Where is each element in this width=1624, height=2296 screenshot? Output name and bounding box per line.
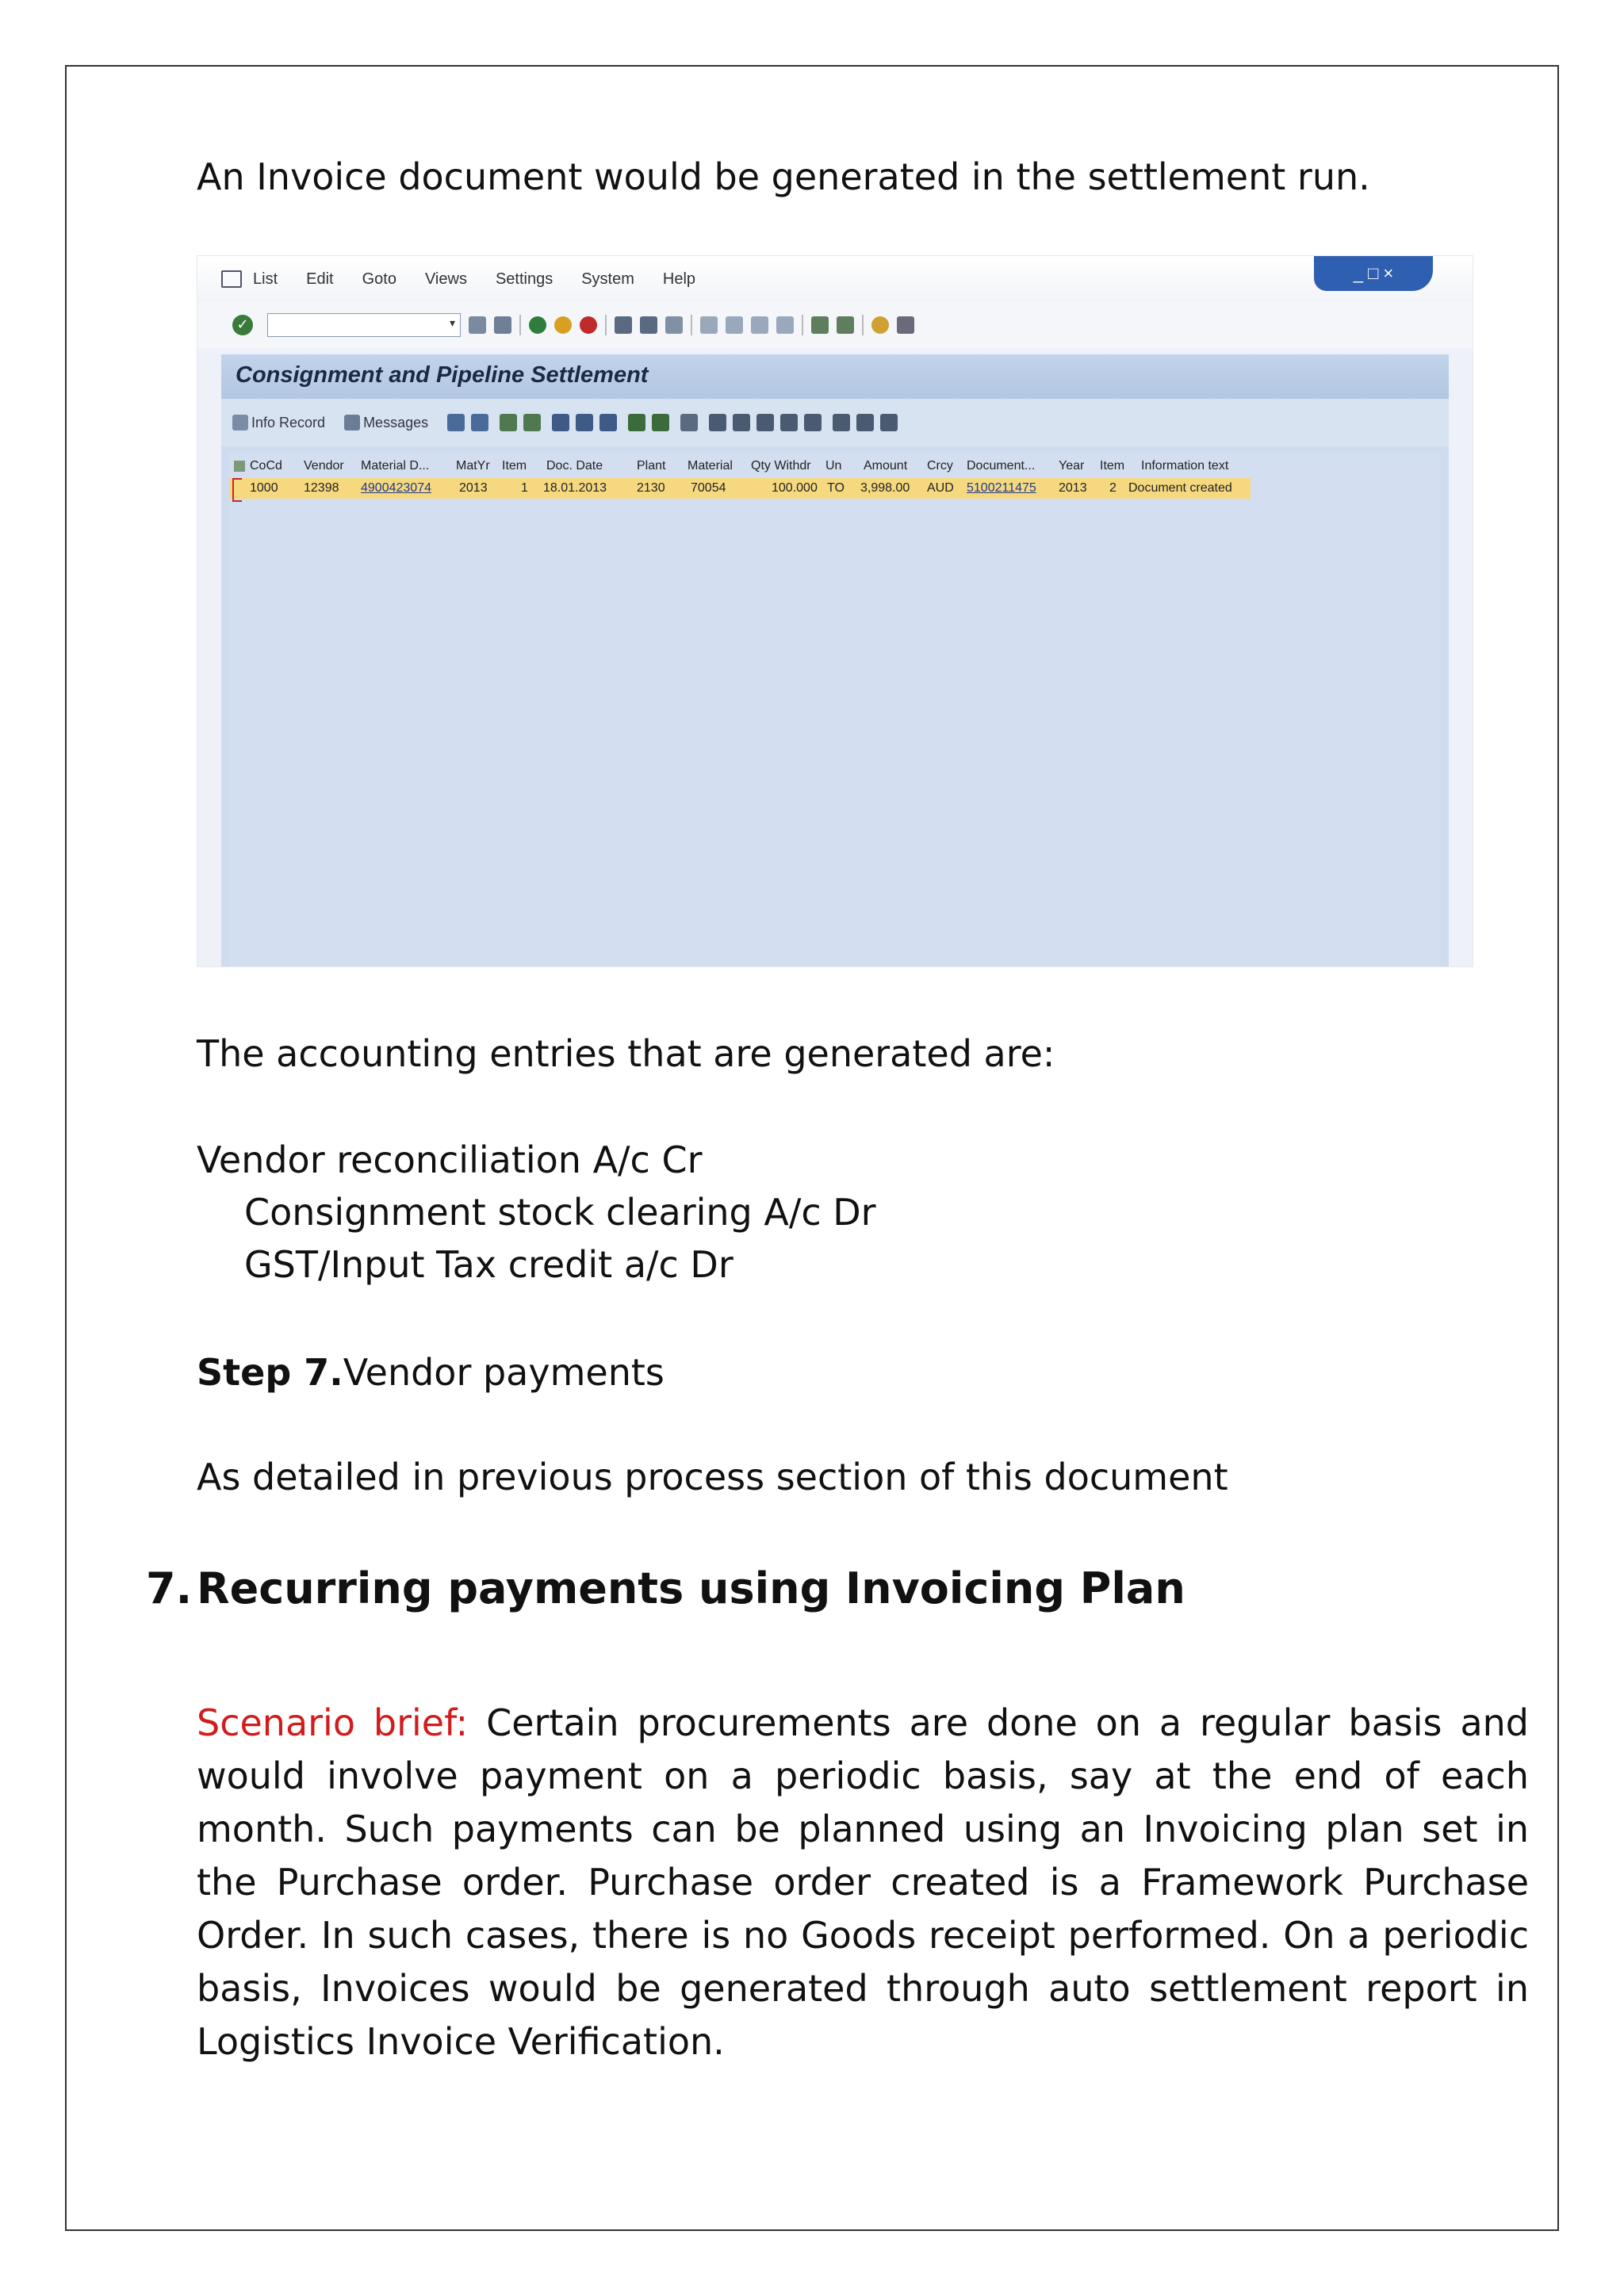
menu-help[interactable]: Help bbox=[662, 270, 696, 288]
intro-text: An Invoice document would be generated in the settlement run. bbox=[197, 155, 1370, 198]
table-row[interactable] bbox=[229, 478, 1251, 499]
table-cell: Document created bbox=[1128, 481, 1232, 495]
import-icon[interactable] bbox=[523, 414, 541, 431]
section-heading bbox=[146, 1563, 1185, 1613]
table-cell: 2013 bbox=[1059, 481, 1087, 495]
refresh-icon[interactable] bbox=[680, 414, 698, 431]
info-record-button[interactable] bbox=[232, 415, 325, 431]
menu-edit[interactable]: Edit bbox=[306, 270, 334, 288]
sum-icon[interactable] bbox=[628, 414, 645, 431]
column-header[interactable]: MatYr bbox=[456, 459, 490, 473]
column-header[interactable]: Qty Withdr bbox=[751, 459, 811, 473]
row-selector[interactable] bbox=[232, 478, 242, 502]
mail-icon[interactable] bbox=[804, 414, 822, 431]
column-header[interactable]: Material D... bbox=[361, 459, 430, 473]
section-number: 7. bbox=[146, 1563, 193, 1613]
accounting-intro: The accounting entries that are generated are: bbox=[197, 1032, 1055, 1075]
title-bar bbox=[221, 354, 1449, 399]
select-layout-icon[interactable] bbox=[856, 414, 874, 431]
messages-button[interactable] bbox=[344, 415, 428, 431]
new-session-icon[interactable] bbox=[811, 316, 829, 334]
toolbar-separator bbox=[802, 315, 803, 335]
table-cell: 3,998.00 bbox=[860, 481, 910, 495]
filter-icon[interactable] bbox=[576, 414, 593, 431]
spreadsheet-icon[interactable] bbox=[733, 414, 750, 431]
layout-icon[interactable] bbox=[897, 316, 914, 334]
previous-page-icon[interactable] bbox=[726, 316, 743, 334]
alv-grid bbox=[229, 453, 1441, 967]
invoice-document-link[interactable]: 5100211475 bbox=[967, 481, 1036, 495]
material-document-link[interactable]: 4900423074 bbox=[361, 481, 431, 495]
application-toolbar bbox=[221, 399, 1449, 446]
menu-list[interactable]: List bbox=[253, 270, 278, 288]
page-title: Consignment and Pipeline Settlement bbox=[236, 362, 649, 388]
table-cell: TO bbox=[827, 481, 845, 495]
menu-icon[interactable] bbox=[221, 270, 242, 288]
find-icon[interactable] bbox=[640, 316, 657, 334]
window-controls[interactable]: _ □ × bbox=[1314, 256, 1433, 291]
toolbar-separator bbox=[862, 315, 864, 335]
content-area bbox=[221, 354, 1449, 967]
column-header[interactable]: Item bbox=[1100, 459, 1125, 473]
table-cell: 1000 bbox=[250, 481, 278, 495]
print-icon[interactable] bbox=[615, 316, 632, 334]
column-header[interactable]: CoCd bbox=[250, 459, 282, 473]
menu-bar bbox=[197, 256, 1473, 302]
table-cell: 2130 bbox=[637, 481, 665, 495]
scenario-text: Certain procurements are done on a regular basis and would involve payment on a periodic basis, say at the end of each month. Such payments can be planned using an Invoicing plan set in the Purchase order. Purchase order created is a Framework Purchase Order. In such cases, there is no Goods receipt performed. On a periodic basis, Invoices would be generated through auto settlement report in Logistics Invoice Verification. bbox=[197, 1701, 1529, 2063]
step-7 bbox=[197, 1346, 665, 1399]
entry-vendor-reconciliation: Vendor reconciliation A/c Cr bbox=[197, 1138, 703, 1181]
export-icon[interactable] bbox=[500, 414, 517, 431]
details-icon[interactable] bbox=[447, 414, 465, 431]
sort-ascending-icon[interactable] bbox=[552, 414, 569, 431]
find-next-icon[interactable] bbox=[665, 316, 683, 334]
chevron-down-icon[interactable]: ▾ bbox=[449, 317, 455, 330]
column-header[interactable]: Crcy bbox=[927, 459, 953, 473]
back-arrow-icon[interactable] bbox=[469, 316, 486, 334]
table-cell: 2013 bbox=[459, 481, 488, 495]
messages-label: Messages bbox=[363, 414, 429, 430]
table-cell: 2 bbox=[1109, 481, 1116, 495]
sap-screenshot bbox=[197, 255, 1473, 967]
toolbar-separator bbox=[691, 315, 692, 335]
table-cell: 70054 bbox=[691, 481, 726, 495]
first-page-icon[interactable] bbox=[700, 316, 718, 334]
next-page-icon[interactable] bbox=[751, 316, 768, 334]
shortcut-icon[interactable] bbox=[837, 316, 854, 334]
enter-icon[interactable]: ✓ bbox=[232, 315, 253, 335]
column-header[interactable]: Doc. Date bbox=[546, 459, 603, 473]
column-header[interactable]: Information text bbox=[1141, 459, 1229, 473]
table-cell: 12398 bbox=[304, 481, 339, 495]
column-header[interactable]: Vendor bbox=[304, 459, 344, 473]
table-cell: 18.01.2013 bbox=[543, 481, 607, 495]
grid-select-icon[interactable] bbox=[234, 461, 245, 472]
step-7-text: Vendor payments bbox=[343, 1351, 665, 1394]
back-icon[interactable] bbox=[529, 316, 546, 334]
command-field[interactable] bbox=[267, 313, 461, 337]
column-header[interactable]: Amount bbox=[864, 459, 908, 473]
step-7-label: Step 7. bbox=[197, 1351, 343, 1394]
standard-toolbar bbox=[197, 302, 1473, 348]
column-header[interactable]: Plant bbox=[637, 459, 666, 473]
change-layout-icon[interactable] bbox=[833, 414, 850, 431]
scenario-paragraph bbox=[197, 1697, 1529, 2068]
info-record-icon bbox=[232, 415, 248, 430]
menu-views[interactable]: Views bbox=[424, 270, 467, 288]
select-all-icon[interactable] bbox=[471, 414, 488, 431]
column-header[interactable]: Item bbox=[502, 459, 527, 473]
menu-system[interactable]: System bbox=[581, 270, 634, 288]
save-icon[interactable] bbox=[494, 316, 511, 334]
column-header[interactable]: Year bbox=[1059, 459, 1085, 473]
toolbar-separator bbox=[519, 315, 521, 335]
messages-icon bbox=[344, 415, 360, 430]
scenario-label: Scenario brief: bbox=[197, 1701, 469, 1744]
menu-goto[interactable]: Goto bbox=[362, 270, 396, 288]
exit-icon[interactable] bbox=[554, 316, 572, 334]
table-cell: 1 bbox=[521, 481, 528, 495]
table-cell: AUD bbox=[927, 481, 954, 495]
entry-consignment-clearing: Consignment stock clearing A/c Dr bbox=[244, 1191, 876, 1234]
column-header[interactable]: Un bbox=[825, 459, 842, 473]
filter-delete-icon[interactable] bbox=[599, 414, 617, 431]
section-title: Recurring payments using Invoicing Plan bbox=[197, 1563, 1185, 1613]
entry-gst-input-tax: GST/Input Tax credit a/c Dr bbox=[244, 1243, 733, 1286]
print-preview-icon[interactable] bbox=[709, 414, 726, 431]
last-page-icon[interactable] bbox=[776, 316, 794, 334]
toolbar-separator bbox=[605, 315, 607, 335]
table-cell: 100.000 bbox=[772, 481, 818, 495]
cancel-icon[interactable] bbox=[580, 316, 597, 334]
help-icon[interactable] bbox=[871, 316, 889, 334]
save-layout-icon[interactable] bbox=[880, 414, 898, 431]
table-header bbox=[229, 456, 1441, 476]
word-processing-icon[interactable] bbox=[756, 414, 774, 431]
column-header[interactable]: Material bbox=[688, 459, 733, 473]
previous-note: As detailed in previous process section of this document bbox=[197, 1456, 1228, 1498]
info-record-label: Info Record bbox=[251, 414, 326, 430]
subtotal-icon[interactable] bbox=[652, 414, 669, 431]
menu-settings[interactable]: Settings bbox=[495, 270, 553, 288]
local-file-icon[interactable] bbox=[780, 414, 798, 431]
column-header[interactable]: Document... bbox=[967, 459, 1036, 473]
